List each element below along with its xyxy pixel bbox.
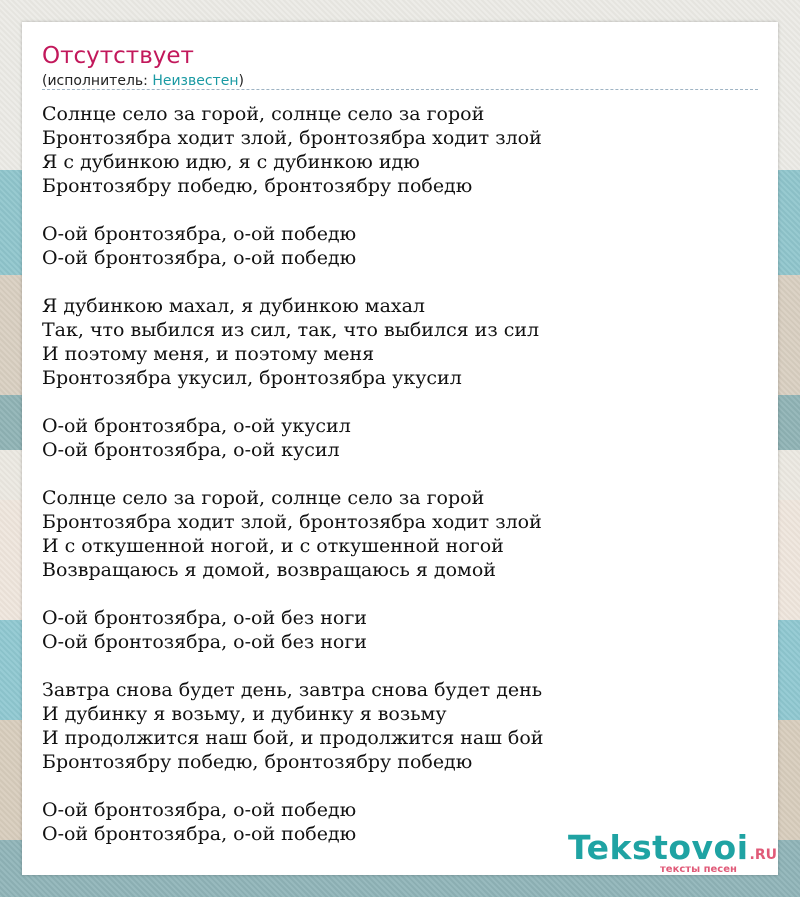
lyrics-line: О-ой бронтозябра, о-ой победю bbox=[42, 223, 357, 245]
lyrics-line: Бронтозябра укусил, бронтозябра укусил bbox=[42, 367, 462, 389]
lyrics-line: И поэтому меня, и поэтому меня bbox=[42, 343, 375, 365]
lyrics-line: Бронтозябру победю, бронтозябру победю bbox=[42, 175, 473, 197]
lyrics-card bbox=[22, 22, 778, 875]
lyrics-line: И дубинку я возьму, и дубинку я возьму bbox=[42, 703, 447, 725]
lyrics-line: О-ой бронтозябра, о-ой победю bbox=[42, 799, 357, 821]
logo-name: Tekstovoi bbox=[568, 828, 749, 867]
title-divider bbox=[42, 89, 758, 90]
artist-line bbox=[42, 72, 244, 90]
lyrics-stanza bbox=[42, 414, 543, 462]
lyrics-line: Возвращаюсь я домой, возвращаюсь я домой bbox=[42, 559, 496, 581]
lyrics-body bbox=[42, 102, 543, 870]
lyrics-line: Солнце село за горой, солнце село за горой bbox=[42, 487, 485, 509]
lyrics-stanza bbox=[42, 102, 543, 198]
lyrics-stanza bbox=[42, 294, 543, 390]
lyrics-stanza bbox=[42, 222, 543, 270]
logo-tld: .RU bbox=[749, 847, 778, 863]
lyrics-line: Я с дубинкою идю, я с дубинкою идю bbox=[42, 151, 420, 173]
lyrics-stanza bbox=[42, 486, 543, 582]
lyrics-stanza bbox=[42, 678, 543, 774]
lyrics-stanza bbox=[42, 606, 543, 654]
lyrics-line: О-ой бронтозябра, о-ой без ноги bbox=[42, 631, 367, 653]
lyrics-line: О-ой бронтозябра, о-ой победю bbox=[42, 247, 357, 269]
site-logo[interactable] bbox=[568, 828, 778, 876]
lyrics-line: И с откушенной ногой, и с откушенной ногой bbox=[42, 535, 504, 557]
artist-prefix: (исполнитель: bbox=[42, 73, 153, 89]
lyrics-line: Завтра снова будет день, завтра снова будет день bbox=[42, 679, 543, 701]
song-title: Отсутствует bbox=[42, 43, 194, 69]
lyrics-line: И продолжится наш бой, и продолжится наш бой bbox=[42, 727, 544, 749]
lyrics-line: Солнце село за горой, солнце село за горой bbox=[42, 103, 485, 125]
artist-link[interactable]: Неизвестен bbox=[152, 73, 239, 89]
lyrics-line: Бронтозябра ходит злой, бронтозябра ходит злой bbox=[42, 127, 542, 149]
lyrics-line: Бронтозябру победю, бронтозябру победю bbox=[42, 751, 473, 773]
lyrics-line: Так, что выбился из сил, так, что выбился из сил bbox=[42, 319, 540, 341]
lyrics-stanza bbox=[42, 798, 543, 846]
lyrics-line: О-ой бронтозябра, о-ой без ноги bbox=[42, 607, 367, 629]
artist-suffix: ) bbox=[238, 73, 244, 89]
lyrics-line: О-ой бронтозябра, о-ой кусил bbox=[42, 439, 340, 461]
lyrics-line: Бронтозябра ходит злой, бронтозябра ходит злой bbox=[42, 511, 542, 533]
lyrics-line: О-ой бронтозябра, о-ой укусил bbox=[42, 415, 351, 437]
logo-tagline: тексты песен bbox=[660, 864, 737, 875]
lyrics-line: О-ой бронтозябра, о-ой победю bbox=[42, 823, 357, 845]
lyrics-line: Я дубинкою махал, я дубинкою махал bbox=[42, 295, 426, 317]
